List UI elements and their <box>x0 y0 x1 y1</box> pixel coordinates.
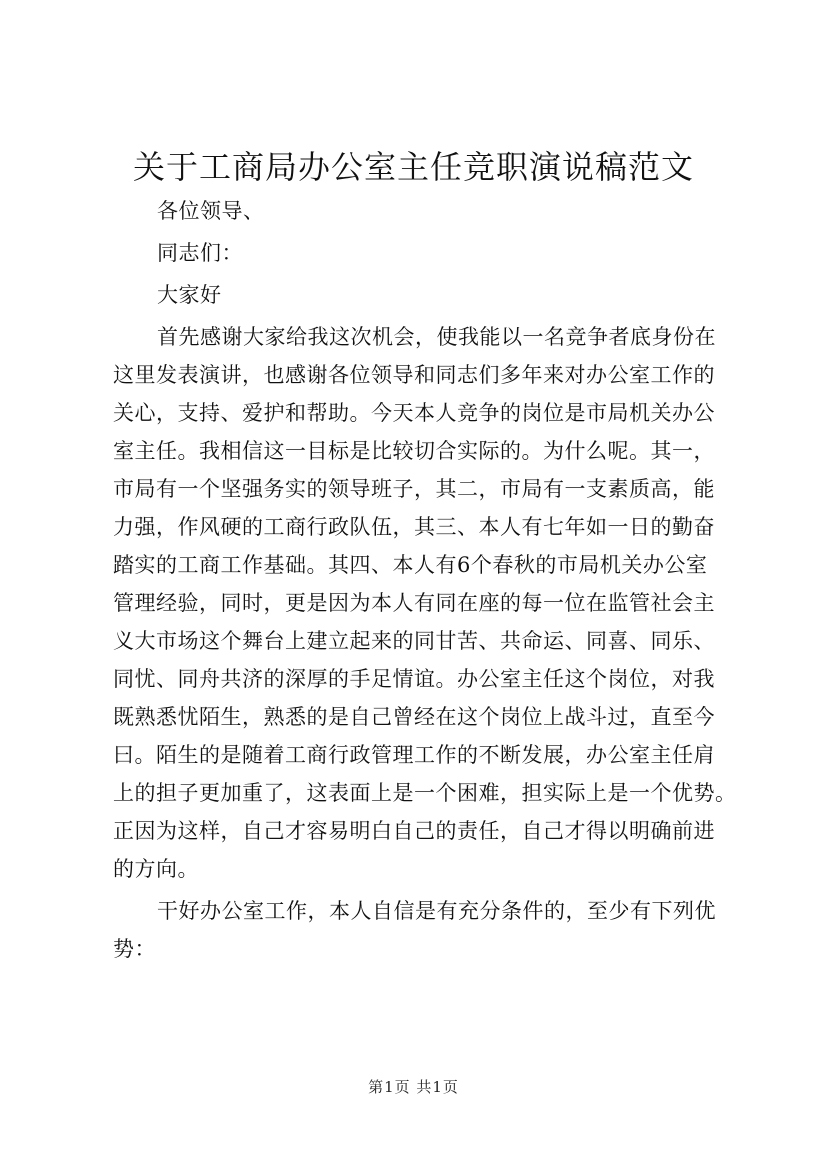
paragraph-line: 管理经验，同时，更是因为本人有同在座的每一位在监管社会主 <box>113 591 715 615</box>
paragraph-line: 市局有一个坚强务实的领导班子，其二，市局有一支素质高，能 <box>113 477 715 501</box>
paragraph-line: 力强，作风硬的工商行政队伍，其三、本人有七年如一日的勤奋 <box>113 515 715 539</box>
paragraph-line: 这里发表演讲，也感谢各位领导和同志们多年来对办公室工作的 <box>113 363 715 387</box>
salutation-line: 大家好 <box>157 283 222 307</box>
paragraph-line: 同忧、同舟共济的深厚的手足情谊。办公室主任这个岗位，对我 <box>113 667 715 691</box>
paragraph-line: 踏实的工商工作基础。其四、本人有6个春秋的市局机关办公室 <box>113 553 708 577</box>
paragraph-line: 室主任。我相信这一目标是比较切合实际的。为什么呢。其一， <box>113 439 715 463</box>
paragraph-2 <box>113 892 735 968</box>
paragraph-line: 既熟悉忧陌生，熟悉的是自己曾经在这个岗位上战斗过，直至今 <box>113 705 715 729</box>
page-number-footer: 第1页 共1页 <box>368 1078 459 1096</box>
paragraph-line: 干好办公室工作，本人自信是有充分条件的，至少有下列优 <box>157 899 716 923</box>
salutation-line: 同志们： <box>157 241 243 265</box>
paragraph-line: 关心，支持、爱护和帮助。今天本人竞争的岗位是市局机关办公 <box>113 401 715 425</box>
paragraph-line: 上的担子更加重了，这表面上是一个困难，担实际上是一个优势。 <box>113 781 737 805</box>
paragraph-line: 曰。陌生的是随着工商行政管理工作的不断发展，办公室主任肩 <box>113 743 715 767</box>
paragraph-line: 正因为这样，自己才容易明白自己的责任，自己才得以明确前进 <box>113 819 715 843</box>
paragraph-line: 的方向。 <box>113 857 199 881</box>
salutation-line: 各位领导、 <box>157 199 265 223</box>
paragraph-line: 首先感谢大家给我这次机会，使我能以一名竞争者底身份在 <box>157 325 716 349</box>
paragraph-line: 义大市场这个舞台上建立起来的同甘苦、共命运、同喜、同乐、 <box>113 629 715 653</box>
paragraph-line: 势： <box>113 937 156 961</box>
document-title: 关于工商局办公室主任竞职演说稿范文 <box>132 148 694 186</box>
document-body <box>113 192 735 968</box>
paragraph-1 <box>113 318 735 888</box>
